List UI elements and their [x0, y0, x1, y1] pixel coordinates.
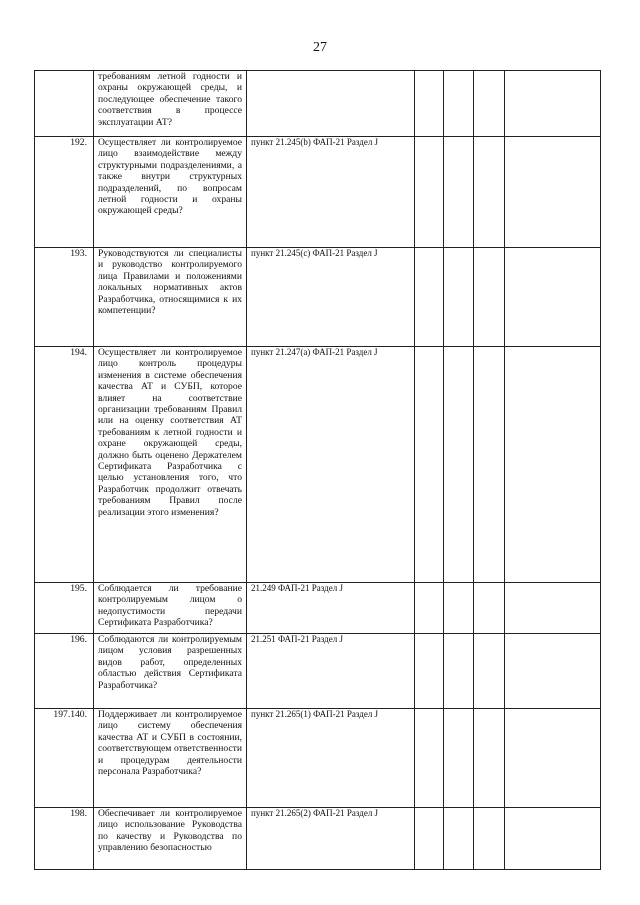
question-text: Поддерживает ли контролируемое лицо систему обеспечения качества АТ и СУБП в состоянии, соответствующем ответственности и процедурам деятельности персонала Разработчика?	[94, 709, 247, 808]
answer-cell-no[interactable]	[444, 347, 474, 583]
question-text: Соблюдаются ли контролируемым лицом условия разрешенных видов работ, определенных областью действия Сертификата Разработчика?	[94, 634, 247, 709]
notes-cell[interactable]	[505, 71, 601, 137]
answer-cell-yes[interactable]	[415, 347, 444, 583]
requirement-reference: 21.249 ФАП-21 Раздел J	[247, 583, 415, 634]
answer-cell-no[interactable]	[444, 808, 474, 870]
table-row	[35, 808, 601, 870]
requirement-reference	[247, 71, 415, 137]
answer-cell-yes[interactable]	[415, 137, 444, 248]
answer-cell-yes[interactable]	[415, 583, 444, 634]
notes-cell[interactable]	[505, 137, 601, 248]
answer-cell-na[interactable]	[474, 248, 505, 347]
notes-cell[interactable]	[505, 709, 601, 808]
answer-cell-no[interactable]	[444, 248, 474, 347]
answer-cell-yes[interactable]	[415, 808, 444, 870]
answer-cell-na[interactable]	[474, 709, 505, 808]
table-row	[35, 583, 601, 634]
answer-cell-yes[interactable]	[415, 71, 444, 137]
requirement-reference: 21.251 ФАП-21 Раздел J	[247, 634, 415, 709]
table-row	[35, 709, 601, 808]
question-text: Соблюдается ли требование контролируемым лицом о недопустимости передачи Сертификата Разработчика?	[94, 583, 247, 634]
row-number: 194.	[35, 347, 94, 583]
requirement-reference: пункт 21.265(2) ФАП-21 Раздел J	[247, 808, 415, 870]
notes-cell[interactable]	[505, 808, 601, 870]
row-number: 197.140.	[35, 709, 94, 808]
table-row	[35, 634, 601, 709]
question-text: Руководствуются ли специалисты и руководство контролируемого лица Правилами и положениями локальных нормативных актов Разработчика, относящимися к их компетенции?	[94, 248, 247, 347]
answer-cell-no[interactable]	[444, 71, 474, 137]
requirement-reference: пункт 21.265(1) ФАП-21 Раздел J	[247, 709, 415, 808]
table-row	[35, 248, 601, 347]
table-row	[35, 347, 601, 583]
checklist-table	[34, 70, 601, 870]
answer-cell-na[interactable]	[474, 808, 505, 870]
answer-cell-no[interactable]	[444, 137, 474, 248]
requirement-reference: пункт 21.245(b) ФАП-21 Раздел J	[247, 137, 415, 248]
notes-cell[interactable]	[505, 248, 601, 347]
answer-cell-no[interactable]	[444, 583, 474, 634]
page-number: 27	[313, 40, 327, 55]
row-number: 193.	[35, 248, 94, 347]
question-text: Осуществляет ли контролируемое лицо взаимодействие между структурными подразделениями, а также внутри структурных подразделений, по вопросам летной годности и охраны окружающей среды?	[94, 137, 247, 248]
answer-cell-na[interactable]	[474, 347, 505, 583]
question-text: Осуществляет ли контролируемое лицо контроль процедуры изменения в системе обеспечения качества АТ и СУБП, которое влияет на соответствие организации требованиям Правил или на оценку соответствия АТ требованиям к летной годности и охране окружающей среды, должно быть оценено Держателем Сертификата Разработчика с целью установления того, что Разработчик продолжит отвечать требованиям Правил после реализации этого изменения?	[94, 347, 247, 583]
requirement-reference: пункт 21.245(c) ФАП-21 Раздел J	[247, 248, 415, 347]
question-text: Обеспечивает ли контролируемое лицо использование Руководства по качеству и Руководства по управлению безопасностью	[94, 808, 247, 870]
answer-cell-no[interactable]	[444, 709, 474, 808]
notes-cell[interactable]	[505, 583, 601, 634]
answer-cell-yes[interactable]	[415, 248, 444, 347]
row-number: 196.	[35, 634, 94, 709]
question-text: требованиям летной годности и охраны окружающей среды, и последующее обеспечение такого соответствия в процессе эксплуатации АТ?	[94, 71, 247, 137]
notes-cell[interactable]	[505, 347, 601, 583]
answer-cell-na[interactable]	[474, 634, 505, 709]
row-number: 198.	[35, 808, 94, 870]
answer-cell-na[interactable]	[474, 137, 505, 248]
row-number	[35, 71, 94, 137]
answer-cell-yes[interactable]	[415, 709, 444, 808]
answer-cell-na[interactable]	[474, 71, 505, 137]
table-row	[35, 71, 601, 137]
row-number: 192.	[35, 137, 94, 248]
notes-cell[interactable]	[505, 634, 601, 709]
answer-cell-yes[interactable]	[415, 634, 444, 709]
table-row	[35, 137, 601, 248]
row-number: 195.	[35, 583, 94, 634]
answer-cell-no[interactable]	[444, 634, 474, 709]
answer-cell-na[interactable]	[474, 583, 505, 634]
requirement-reference: пункт 21.247(a) ФАП-21 Раздел J	[247, 347, 415, 583]
